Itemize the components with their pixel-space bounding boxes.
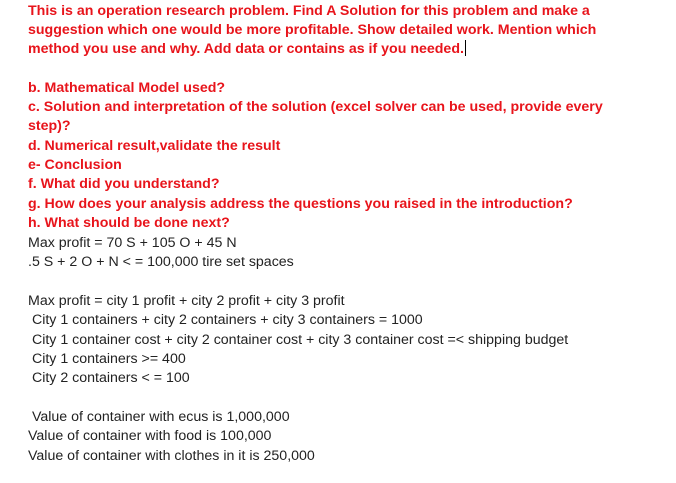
objective-function: Max profit = city 1 profit + city 2 profit + city 3 profit (28, 293, 345, 309)
constraint-line: City 2 containers < = 100 (28, 370, 190, 386)
question-part-e: e- Conclusion (28, 157, 122, 173)
constraint-line: City 1 containers >= 400 (28, 351, 186, 367)
constraint-line: .5 S + 2 O + N < = 100,000 tire set spaces (28, 254, 294, 270)
question-part-c: c. Solution and interpretation of the solution (excel solver can be used, provide every (28, 99, 603, 115)
question-part-b: b. Mathematical Model used? (28, 80, 226, 96)
objective-function: Max profit = 70 S + 105 O + 45 N (28, 235, 237, 251)
intro-line-last[interactable] (28, 40, 466, 59)
constraint-line: City 1 container cost + city 2 container cost + city 3 container cost =< shipping budget (28, 332, 569, 348)
intro-line-text: method you use and why. Add data or contains as if you needed. (28, 41, 464, 57)
value-line: Value of container with ecus is 1,000,000 (28, 409, 290, 425)
constraint-line: City 1 containers + city 2 containers + city 3 containers = 1000 (28, 312, 423, 328)
question-part-g: g. How does your analysis address the questions you raised in the introduction? (28, 196, 573, 212)
question-part-d: d. Numerical result,validate the result (28, 138, 281, 154)
question-part-h: h. What should be done next? (28, 215, 230, 231)
question-part-c-continued: step)? (28, 118, 71, 134)
text-cursor (465, 40, 466, 56)
intro-line: This is an operation research problem. Find A Solution for this problem and make a (28, 3, 590, 19)
value-line: Value of container with clothes in it is 250,000 (28, 448, 315, 464)
intro-line: suggestion which one would be more profitable. Show detailed work. Mention which (28, 22, 597, 38)
question-part-f: f. What did you understand? (28, 176, 220, 192)
value-line: Value of container with food is 100,000 (28, 428, 272, 444)
